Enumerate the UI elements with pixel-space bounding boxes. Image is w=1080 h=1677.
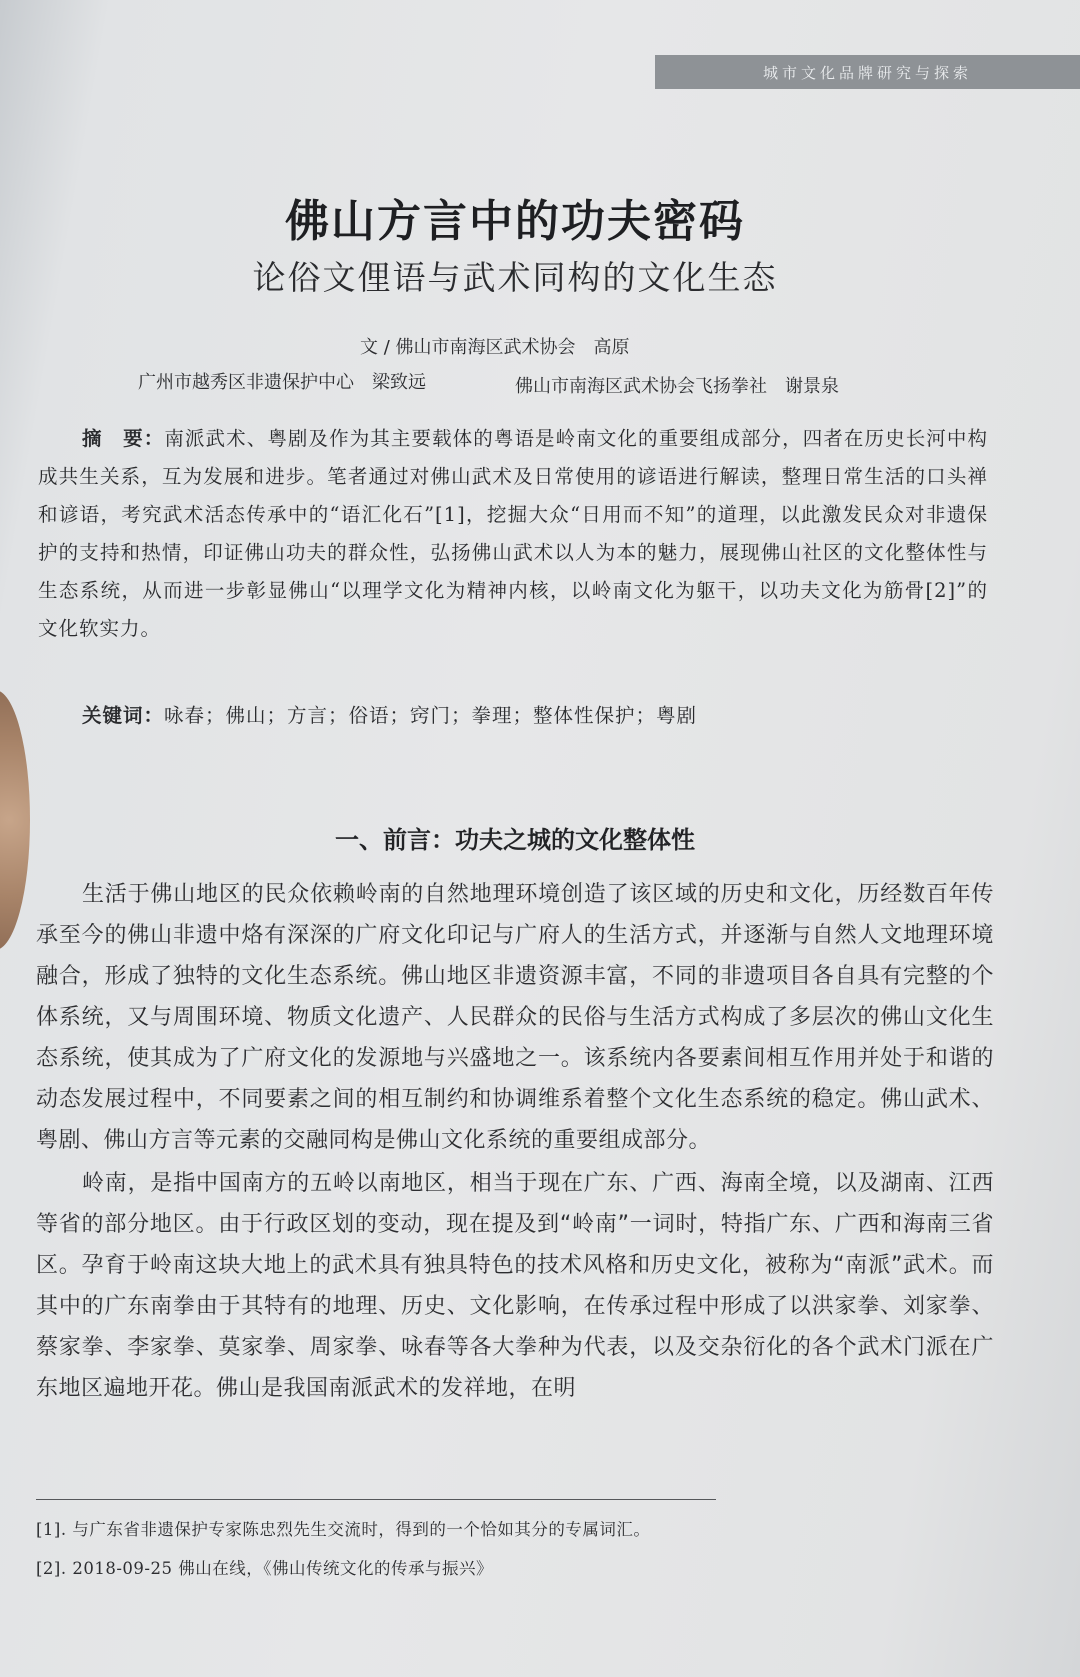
body-paragraph: 生活于佛山地区的民众依赖岭南的自然地理环境创造了该区域的历史和文化，历经数百年传承至今的佛山非遗中烙有深深的广府文化印记与广府人的生活方式，并逐渐与自然人文地理环境融合，形成了独特的文化生态系统。佛山地区非遗资源丰富，不同的非遗项目各自具有完整的个体系统，又与周围环境、物质文化遗产、人民群众的民俗与生活方式构成了多层次的佛山文化生态系统，使其成为了广府文化的发源地与兴盛地之一。该系统内各要素间相互作用并处于和谐的动态发展过程中，不同要素之间的相互制约和协调维系着整个文化生态系统的稳定。佛山武术、粤剧、佛山方言等元素的交融同构是佛山文化系统的重要组成部分。 (36, 882, 994, 1153)
keywords-label: 关键词： (82, 704, 165, 727)
abstract-label: 摘 要： (82, 427, 165, 450)
section-heading: 一、前言：功夫之城的文化整体性 (335, 826, 695, 854)
footnote-2: [2]. 2018-09-25 佛山在线，《佛山传统文化的传承与振兴》 (36, 1559, 493, 1578)
abstract (38, 420, 988, 648)
running-title: 城市文化品牌研究与探索 (762, 63, 972, 82)
author-line-1: 文 / 佛山市南海区武术协会 高原 (360, 337, 630, 358)
footnote-divider (36, 1499, 716, 1500)
keywords (82, 700, 697, 728)
footnotes (36, 1510, 936, 1588)
section-body (36, 874, 994, 1409)
article-title: 佛山方言中的功夫密码 (285, 196, 745, 247)
author-line-3: 佛山市南海区武术协会飞扬拳社 谢景泉 (515, 376, 839, 397)
article-subtitle: 论俗文俚语与武术同构的文化生态 (252, 258, 778, 297)
abstract-text: 南派武术、粤剧及作为其主要载体的粤语是岭南文化的重要组成部分，四者在历史长河中构成共生关系，互为发展和进步。笔者通过对佛山武术及日常使用的谚语进行解读，整理日常生活的口头禅和谚语，考究武术活态传承中的“语汇化石”[1]，挖掘大众“日用而不知”的道理，以此激发民众对非遗保护的支持和热情，印证佛山功夫的群众性，弘扬佛山武术以人为本的魅力，展现佛山社区的文化整体性与生态系统，从而进一步彰显佛山“以理学文化为精神内核，以岭南文化为躯干，以功夫文化为筋骨[2]”的文化软实力。 (38, 427, 988, 640)
running-header (655, 55, 1080, 89)
keywords-text: 咏春；佛山；方言；俗语；窍门；拳理；整体性保护；粤剧 (164, 704, 698, 727)
body-paragraph: 岭南，是指中国南方的五岭以南地区，相当于现在广东、广西、海南全境，以及湖南、江西等省的部分地区。由于行政区划的变动，现在提及到“岭南”一词时，特指广东、广西和海南三省区。孕育于岭南这块大地上的武术具有独具特色的技术风格和历史文化，被称为“南派”武术。而其中的广东南拳由于其特有的地理、历史、文化影响，在传承过程中形成了以洪家拳、刘家拳、蔡家拳、李家拳、莫家拳、周家拳、咏春等各大拳种为代表，以及交杂衍化的各个武术门派在广东地区遍地开花。佛山是我国南派武术的发祥地，在明 (36, 1171, 994, 1401)
author-line-2: 广州市越秀区非遗保护中心 梁致远 (138, 372, 426, 393)
footnote-1: [1]. 与广东省非遗保护专家陈忠烈先生交流时，得到的一个恰如其分的专属词汇。 (36, 1520, 651, 1539)
